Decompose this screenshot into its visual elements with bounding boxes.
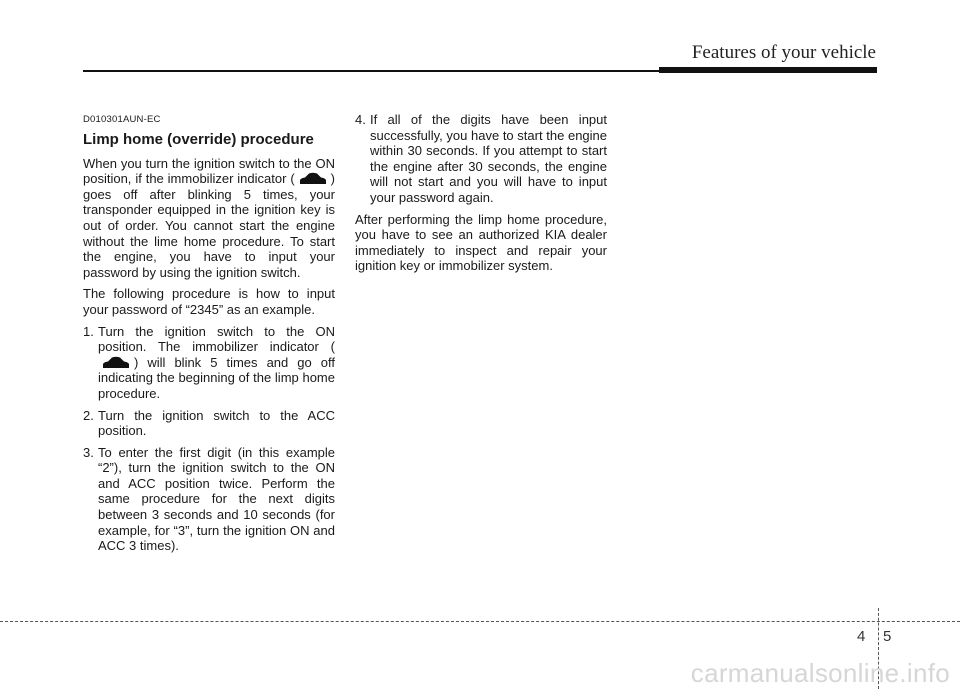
example-paragraph: The following procedure is how to input your password of “2345” as an example. <box>83 286 335 317</box>
step-2-text: Turn the ignition switch to the ACC position. <box>98 407 335 439</box>
page-header-title: Features of your vehicle <box>691 42 876 63</box>
step-2-number: 2. <box>83 407 94 423</box>
page-number: 5 <box>883 628 892 645</box>
left-column <box>83 112 335 560</box>
step-1 <box>83 324 335 402</box>
header-rule-thin <box>83 70 659 72</box>
step-2 <box>83 408 335 439</box>
watermark: carmanualsonline.info <box>690 658 950 688</box>
step-1-text-b: ) will blink 5 times and go off indicating the beginning of the limp home procedure. <box>98 354 335 401</box>
intro-text-b: ) goes off after blinking 5 times, your transponder equipped in the ignition key is out of order. You cannot start the engine without the lime home procedure. To start the engine, you have to input your password by using the ignition switch. <box>83 171 335 280</box>
step-1-number: 1. <box>83 323 94 339</box>
step-3-number: 3. <box>83 444 94 460</box>
car-icon <box>298 172 328 185</box>
section-title: Limp home (override) procedure <box>83 130 314 148</box>
section-code: D010301AUN-EC <box>83 114 161 125</box>
step-4-text: If all of the digits have been input successfully, you have to start the engine within 30 seconds. If you attempt to start the engine after 30 seconds, the engine will not start and you will have to input your password again. <box>370 112 607 205</box>
footer-rule <box>0 621 960 622</box>
chapter-number: 4 <box>857 628 866 645</box>
header-rule-thick <box>659 67 877 73</box>
step-1-text-a: Turn the ignition switch to the ON position. The immobilizer indicator ( <box>98 323 335 355</box>
step-3-text: To enter the first digit (in this example “2”), turn the ignition switch to the ON and ACC position twice. Perform the same procedure for the next digits between 3 seconds and 10 seconds (for example, for “3”, turn the ignition ON and ACC 3 times). <box>98 444 335 554</box>
dealer-paragraph: After performing the limp home procedure, you have to see an authorized KIA dealer immediately to inspect and repair your ignition key or immobilizer system. <box>355 211 607 274</box>
step-3 <box>83 445 335 554</box>
step-4-number: 4. <box>355 112 366 127</box>
intro-paragraph <box>83 156 335 281</box>
right-column <box>355 112 607 280</box>
intro-text-a: When you turn the ignition switch to the ON position, if the immobilizer indicator ( <box>83 155 335 187</box>
step-1-text <box>98 324 335 402</box>
car-icon <box>101 356 131 369</box>
step-4 <box>355 112 607 206</box>
